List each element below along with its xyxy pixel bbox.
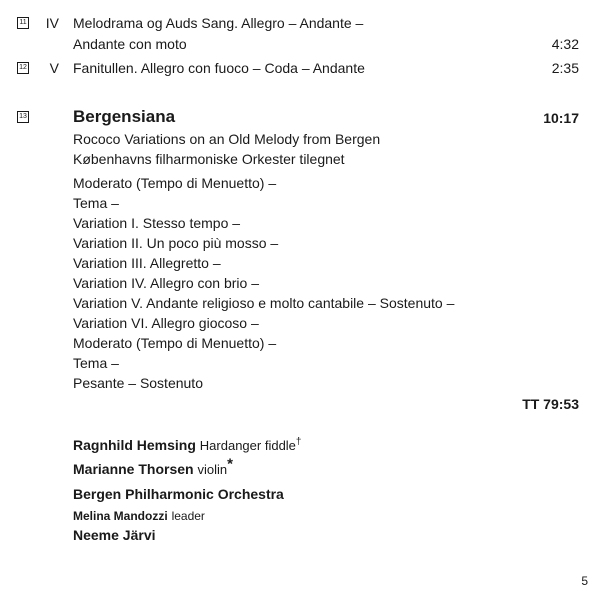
movement-numeral: V — [49, 60, 59, 76]
work-subtitle: Rococo Variations on an Old Melody from Bergen — [73, 131, 381, 147]
section-line: Variation II. Un poco più mosso – — [73, 235, 279, 251]
section-line: Variation V. Andante religioso e molto cantabile – Sostenuto – — [73, 295, 455, 311]
total-time: TT 79:53 — [522, 396, 579, 412]
movement-title-line2: Andante con moto — [73, 36, 187, 52]
orchestra-leader — [73, 507, 205, 523]
work-duration: 10:17 — [543, 110, 579, 126]
orchestra-name: Bergen Philharmonic Orchestra — [73, 486, 284, 502]
track-number-box: 13 — [17, 111, 29, 123]
section-line: Moderato (Tempo di Menuetto) – — [73, 335, 277, 351]
section-line: Variation III. Allegretto – — [73, 255, 221, 271]
footnote-mark: † — [295, 436, 302, 448]
section-line: Variation IV. Allegro con brio – — [73, 275, 260, 291]
performer-instrument: Hardanger fiddle — [199, 438, 296, 453]
leader-name: Melina Mandozzi — [73, 509, 168, 523]
track-number-box: 12 — [17, 62, 29, 74]
performer-name: Ragnhild Hemsing — [73, 437, 196, 453]
movement-title-line1: Melodrama og Auds Sang. Allegro – Andante – — [73, 15, 364, 31]
work-dedication: Københavns filharmoniske Orkester tilegnet — [73, 151, 345, 167]
page-number: 5 — [581, 574, 588, 588]
movement-numeral: IV — [45, 15, 59, 31]
leader-role: leader — [171, 509, 205, 523]
track-number-box: 11 — [17, 17, 29, 29]
performer-instrument: violin — [197, 462, 228, 477]
performer-name: Marianne Thorsen — [73, 461, 194, 477]
performer-soloist-2 — [73, 455, 233, 477]
track-duration: 4:32 — [551, 36, 579, 52]
footnote-mark: * — [227, 455, 233, 473]
section-line: Tema – — [73, 195, 119, 211]
track-duration: 2:35 — [551, 60, 579, 76]
work-title: Bergensiana — [73, 107, 176, 126]
movement-title-line1: Fanitullen. Allegro con fuoco – Coda – Andante — [73, 60, 365, 76]
section-line: Variation I. Stesso tempo – — [73, 215, 241, 231]
section-line: Tema – — [73, 355, 119, 371]
conductor-name: Neeme Järvi — [73, 527, 156, 543]
section-line: Variation VI. Allegro giocoso – — [73, 315, 259, 331]
performer-soloist-1 — [73, 437, 301, 453]
section-line: Moderato (Tempo di Menuetto) – — [73, 175, 277, 191]
section-line: Pesante – Sostenuto — [73, 375, 203, 391]
